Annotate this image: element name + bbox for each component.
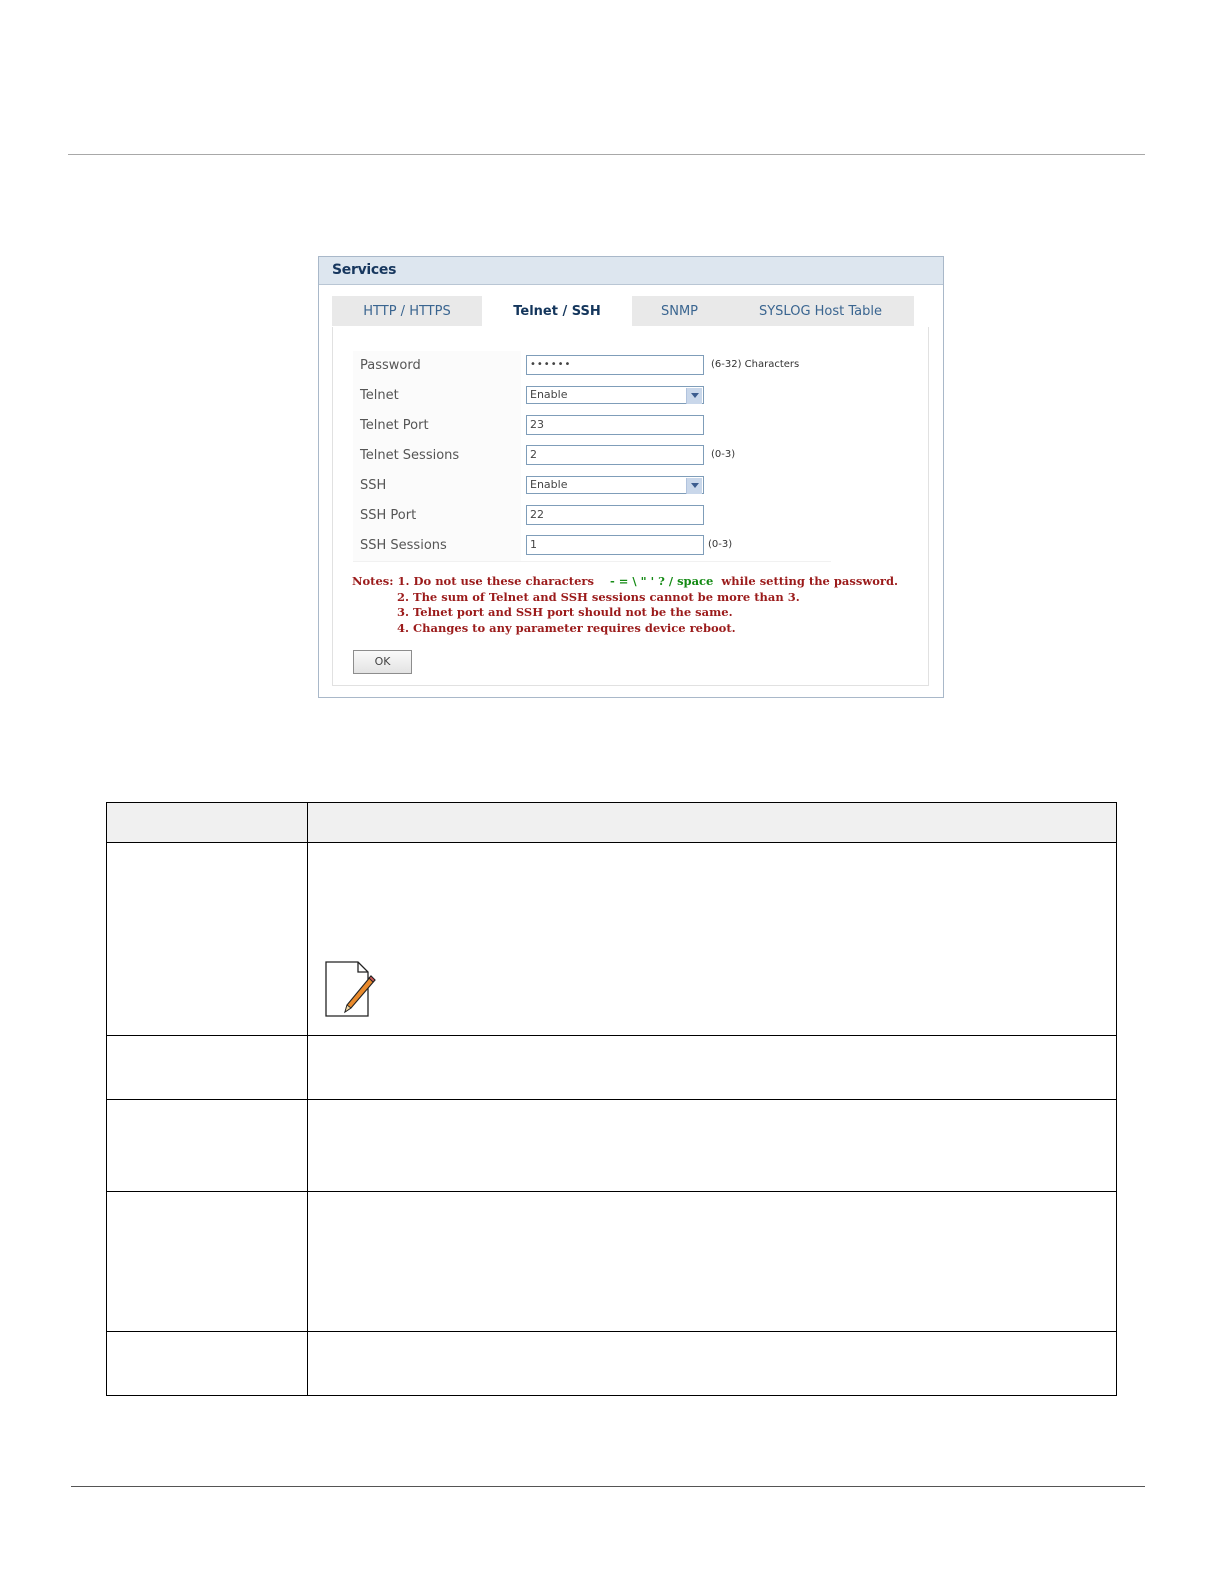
top-rule [68,154,1145,155]
note-1-suffix: while setting the password. [721,574,898,588]
chevron-down-icon[interactable] [686,478,702,494]
telnet-label: Telnet [360,388,399,403]
row-ssh-port [353,501,831,532]
table-row-divider-1 [106,1035,1117,1036]
panel-title: Services [332,262,397,278]
ssh-sessions-input[interactable]: 1 [526,535,704,555]
panel-header [319,257,943,285]
table-row-divider-4 [106,1331,1117,1332]
telnet-port-cell [521,411,831,441]
table-border-bottom [106,1395,1117,1396]
password-label: Password [360,358,421,373]
bottom-rule [71,1486,1145,1487]
ssh-port-input[interactable]: 22 [526,505,704,525]
chevron-down-icon[interactable] [686,388,702,404]
row-ssh-sessions [353,531,831,562]
table-row-divider-2 [106,1099,1117,1100]
ssh-select[interactable] [526,476,704,494]
services-panel [318,256,944,698]
notes [352,574,898,637]
row-telnet-port [353,411,831,442]
ssh-port-cell [521,501,831,531]
telnet-select-value: Enable [530,388,568,401]
row-ssh [353,471,831,502]
tab-telnet-ssh[interactable]: Telnet / SSH [482,296,632,328]
row-password [353,351,831,382]
note-1-prefix: Notes: 1. Do not use these characters [352,574,594,588]
note-3: 3. Telnet port and SSH port should not be the same. [397,605,733,620]
note-2: 2. The sum of Telnet and SSH sessions cannot be more than 3. [397,589,800,604]
ssh-select-value: Enable [530,478,568,491]
telnet-select[interactable] [526,386,704,404]
tab-http-https[interactable]: HTTP / HTTPS [332,296,482,326]
telnet-port-input[interactable]: 23 [526,415,704,435]
ssh-port-label: SSH Port [360,508,417,523]
note-4: 4. Changes to any parameter requires device reboot. [397,621,736,636]
ssh-cell [521,471,831,501]
tab-content [332,327,929,686]
note-1 [352,574,898,590]
telnet-sessions-hint: (0-3) [711,449,736,460]
note-1-chars: - = \ " ' ? / space [609,574,714,588]
telnet-sessions-label: Telnet Sessions [360,448,460,463]
tab-syslog-host-table[interactable]: SYSLOG Host Table [727,296,914,326]
note-pencil-icon [322,960,378,1020]
password-input[interactable]: •••••• [526,355,704,375]
row-telnet-sessions [353,441,831,472]
telnet-port-label: Telnet Port [360,418,429,433]
ssh-sessions-label: SSH Sessions [360,538,447,553]
ssh-sessions-cell [521,531,831,561]
table-row-divider-3 [106,1191,1117,1192]
password-cell [521,351,831,381]
ssh-sessions-hint: (0-3) [708,539,733,550]
password-hint: (6-32) Characters [711,359,800,370]
telnet-sessions-input[interactable]: 2 [526,445,704,465]
tab-snmp[interactable]: SNMP [632,296,727,326]
row-telnet [353,381,831,412]
ok-button[interactable]: OK [353,650,412,674]
parameter-description-table [106,802,1117,1396]
table-header-row [106,802,1117,843]
ssh-label: SSH [360,478,387,493]
telnet-sessions-cell [521,441,831,471]
telnet-cell [521,381,831,411]
